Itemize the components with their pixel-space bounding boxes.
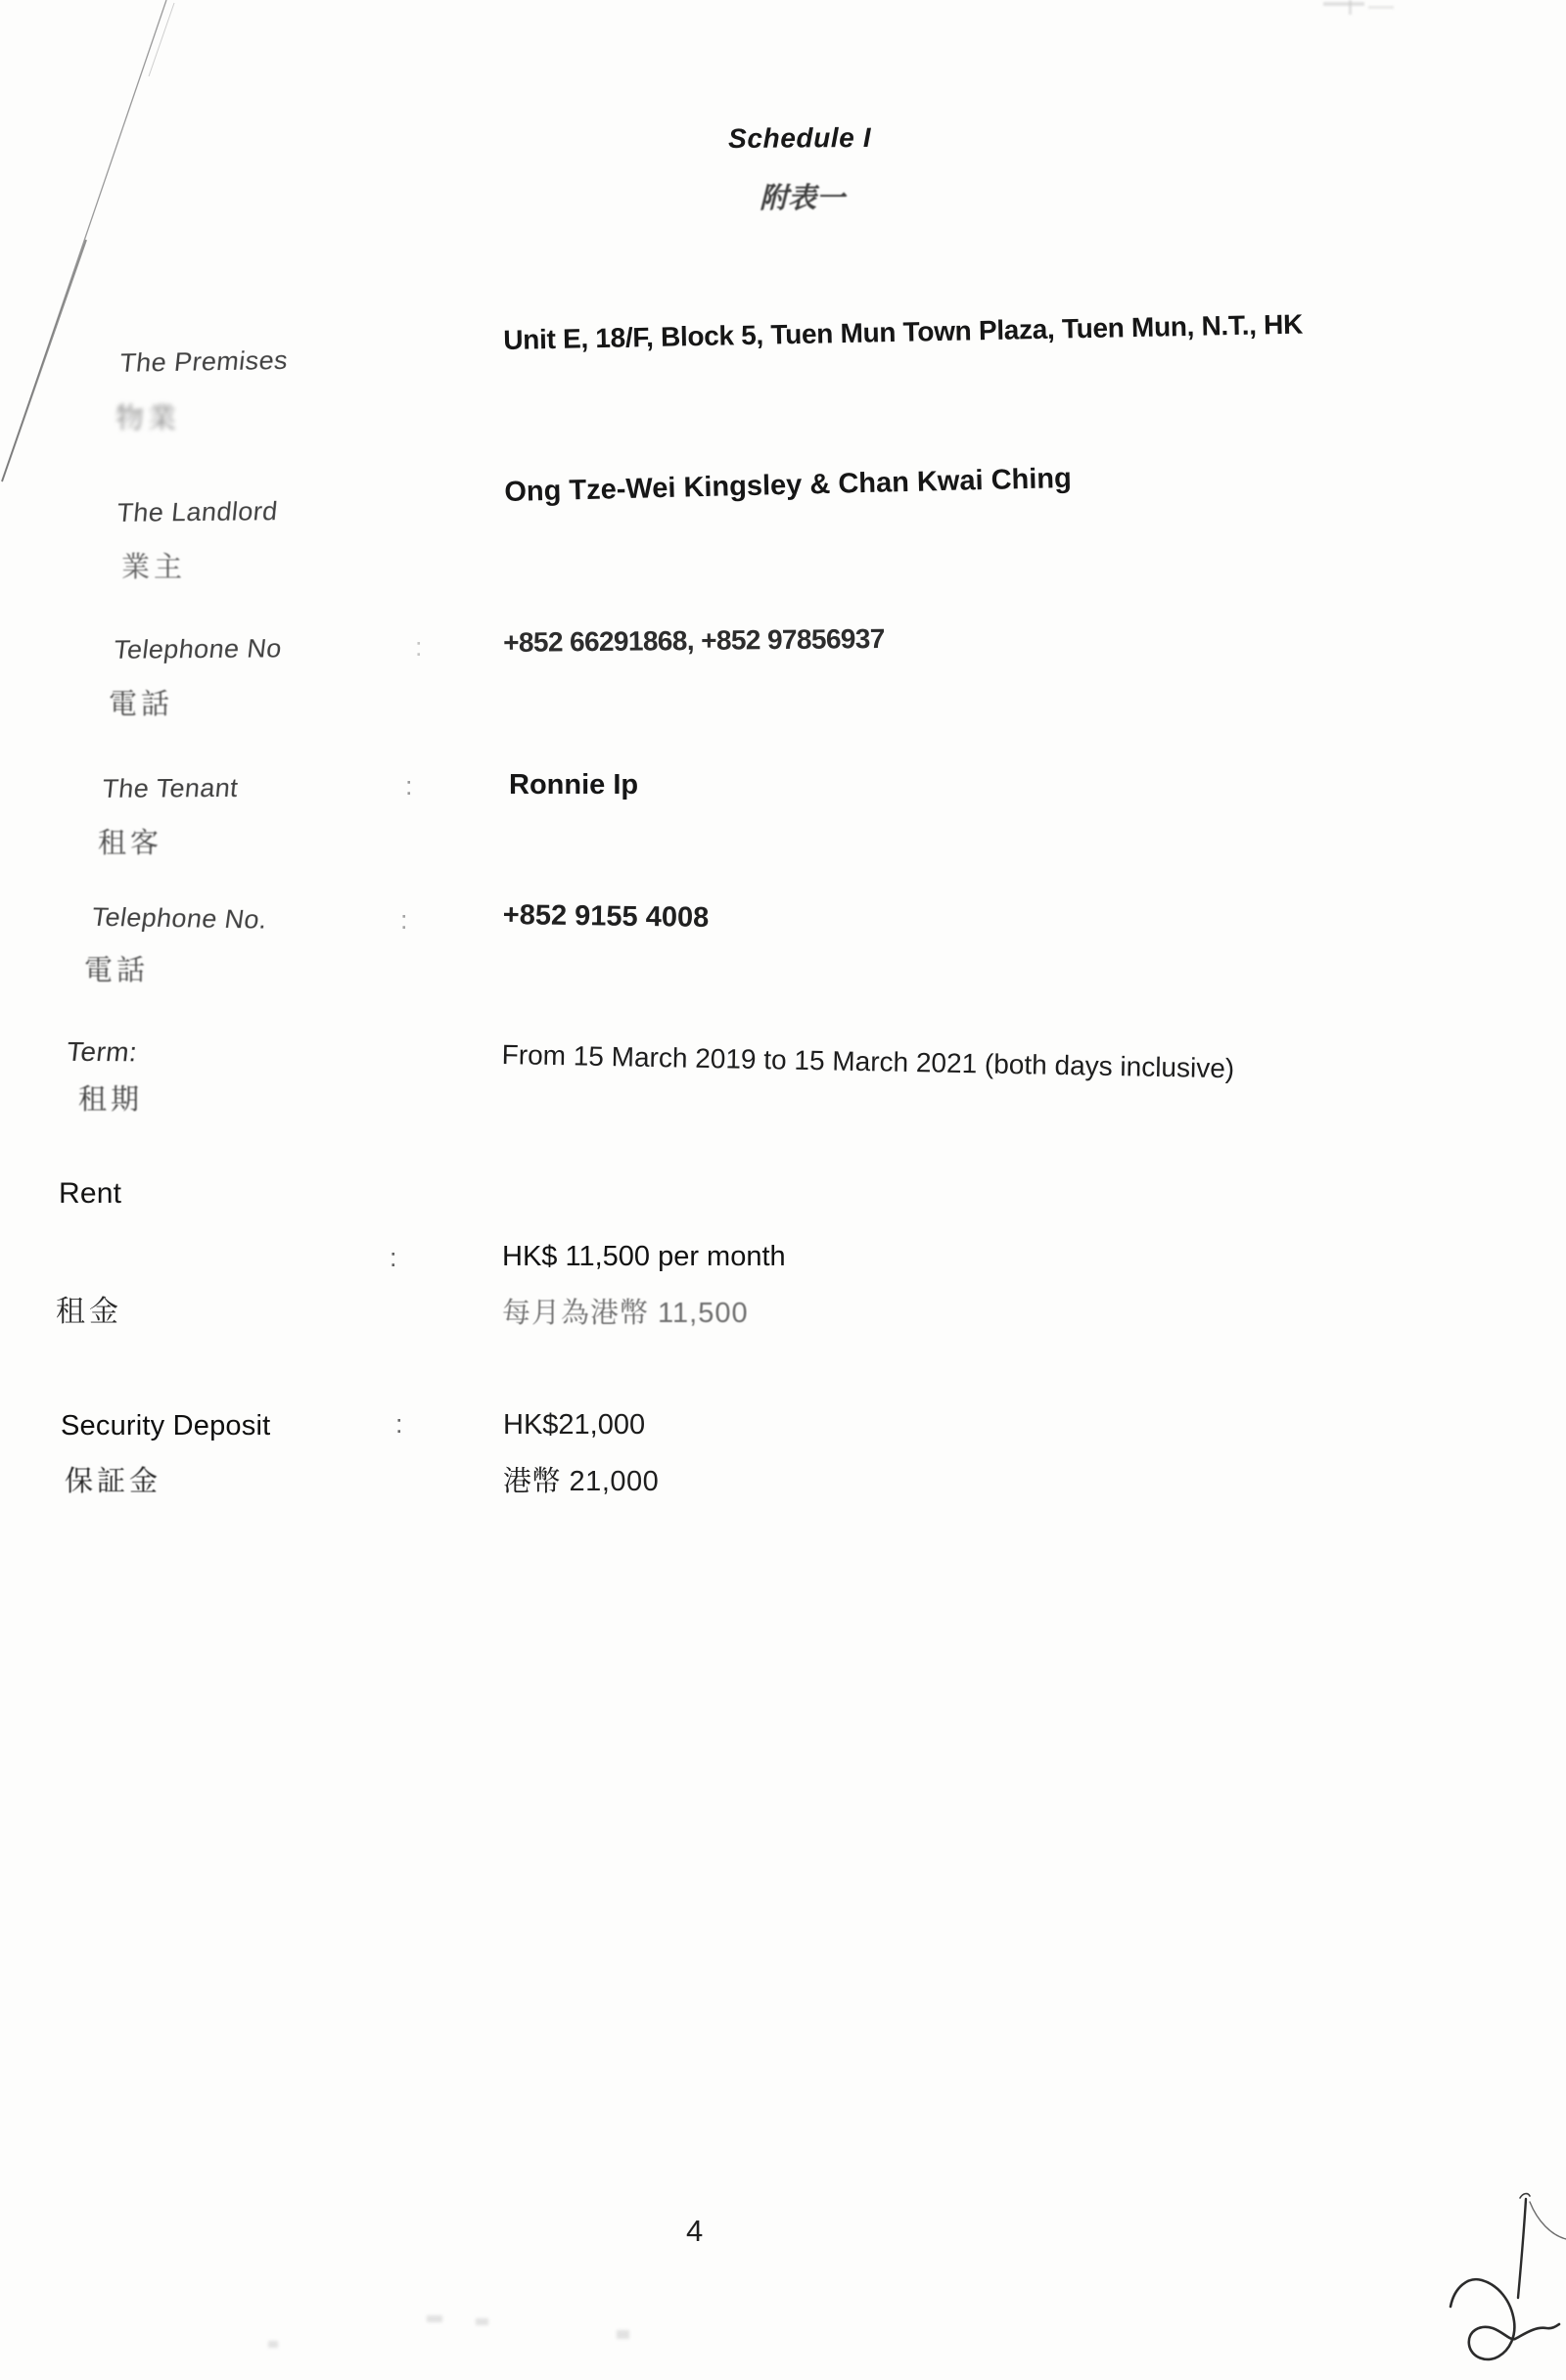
field-label-security-deposit-chinese: 保証金 <box>65 1466 162 1497</box>
field-label-rent: Rent <box>59 1177 122 1210</box>
scan-smudge <box>1368 6 1394 9</box>
field-label-premises: The Premises <box>117 345 290 378</box>
scan-speck <box>476 2318 488 2325</box>
scan-speck <box>427 2315 442 2322</box>
field-value-premises: Unit E, 18/F, Block 5, Tuen Mun Town Plaza, Tuen Mun, N.T., HK <box>503 308 1304 355</box>
field-label-term: Term: <box>65 1036 139 1068</box>
field-label-telephone-2: Telephone No. <box>89 902 269 935</box>
scan-smudge <box>1349 0 1352 15</box>
field-label-tenant-chinese: 租客 <box>98 828 163 859</box>
field-colon: : <box>400 905 408 935</box>
scan-speck <box>617 2330 629 2339</box>
field-label-telephone-1-chinese: 電話 <box>109 689 174 720</box>
field-value-telephone-1: +852 66291868, +852 97856937 <box>503 622 885 658</box>
field-label-telephone-1: Telephone No <box>112 633 284 664</box>
field-value-rent: HK$ 11,500 per month <box>502 1241 786 1272</box>
page-title: Schedule I <box>728 121 872 154</box>
field-value-security-deposit: HK$21,000 <box>503 1409 646 1441</box>
field-label-security-deposit: Security Deposit <box>61 1410 271 1442</box>
field-value-rent-chinese: 每月為港幣 11,500 <box>502 1298 749 1329</box>
scan-speck <box>268 2341 278 2348</box>
field-colon: : <box>405 771 413 801</box>
field-label-landlord: The Landlord <box>115 496 280 527</box>
field-label-term-chinese: 租期 <box>78 1084 144 1116</box>
field-label-tenant: The Tenant <box>101 773 240 803</box>
field-colon: : <box>390 1243 397 1272</box>
field-value-security-deposit-chinese: 港幣 21,000 <box>503 1466 660 1497</box>
field-colon: : <box>415 632 423 662</box>
scan-smudge <box>1323 2 1364 6</box>
field-label-premises-chinese: 物業 <box>115 403 181 435</box>
field-label-telephone-2-chinese: 電話 <box>84 955 150 986</box>
field-colon: : <box>395 1409 403 1439</box>
field-value-term: From 15 March 2019 to 15 March 2021 (both days inclusive) <box>501 1039 1235 1084</box>
field-value-tenant: Ronnie Ip <box>509 769 639 801</box>
field-label-landlord-chinese: 業主 <box>121 552 187 583</box>
field-value-telephone-2: +852 9155 4008 <box>502 899 710 934</box>
field-value-landlord: Ong Tze-Wei Kingsley & Chan Kwai Ching <box>504 462 1073 508</box>
field-label-rent-chinese: 租金 <box>56 1296 122 1328</box>
page-title-chinese: 附表一 <box>760 183 846 214</box>
page-number: 4 <box>686 2214 704 2248</box>
signature <box>1409 2153 1566 2380</box>
